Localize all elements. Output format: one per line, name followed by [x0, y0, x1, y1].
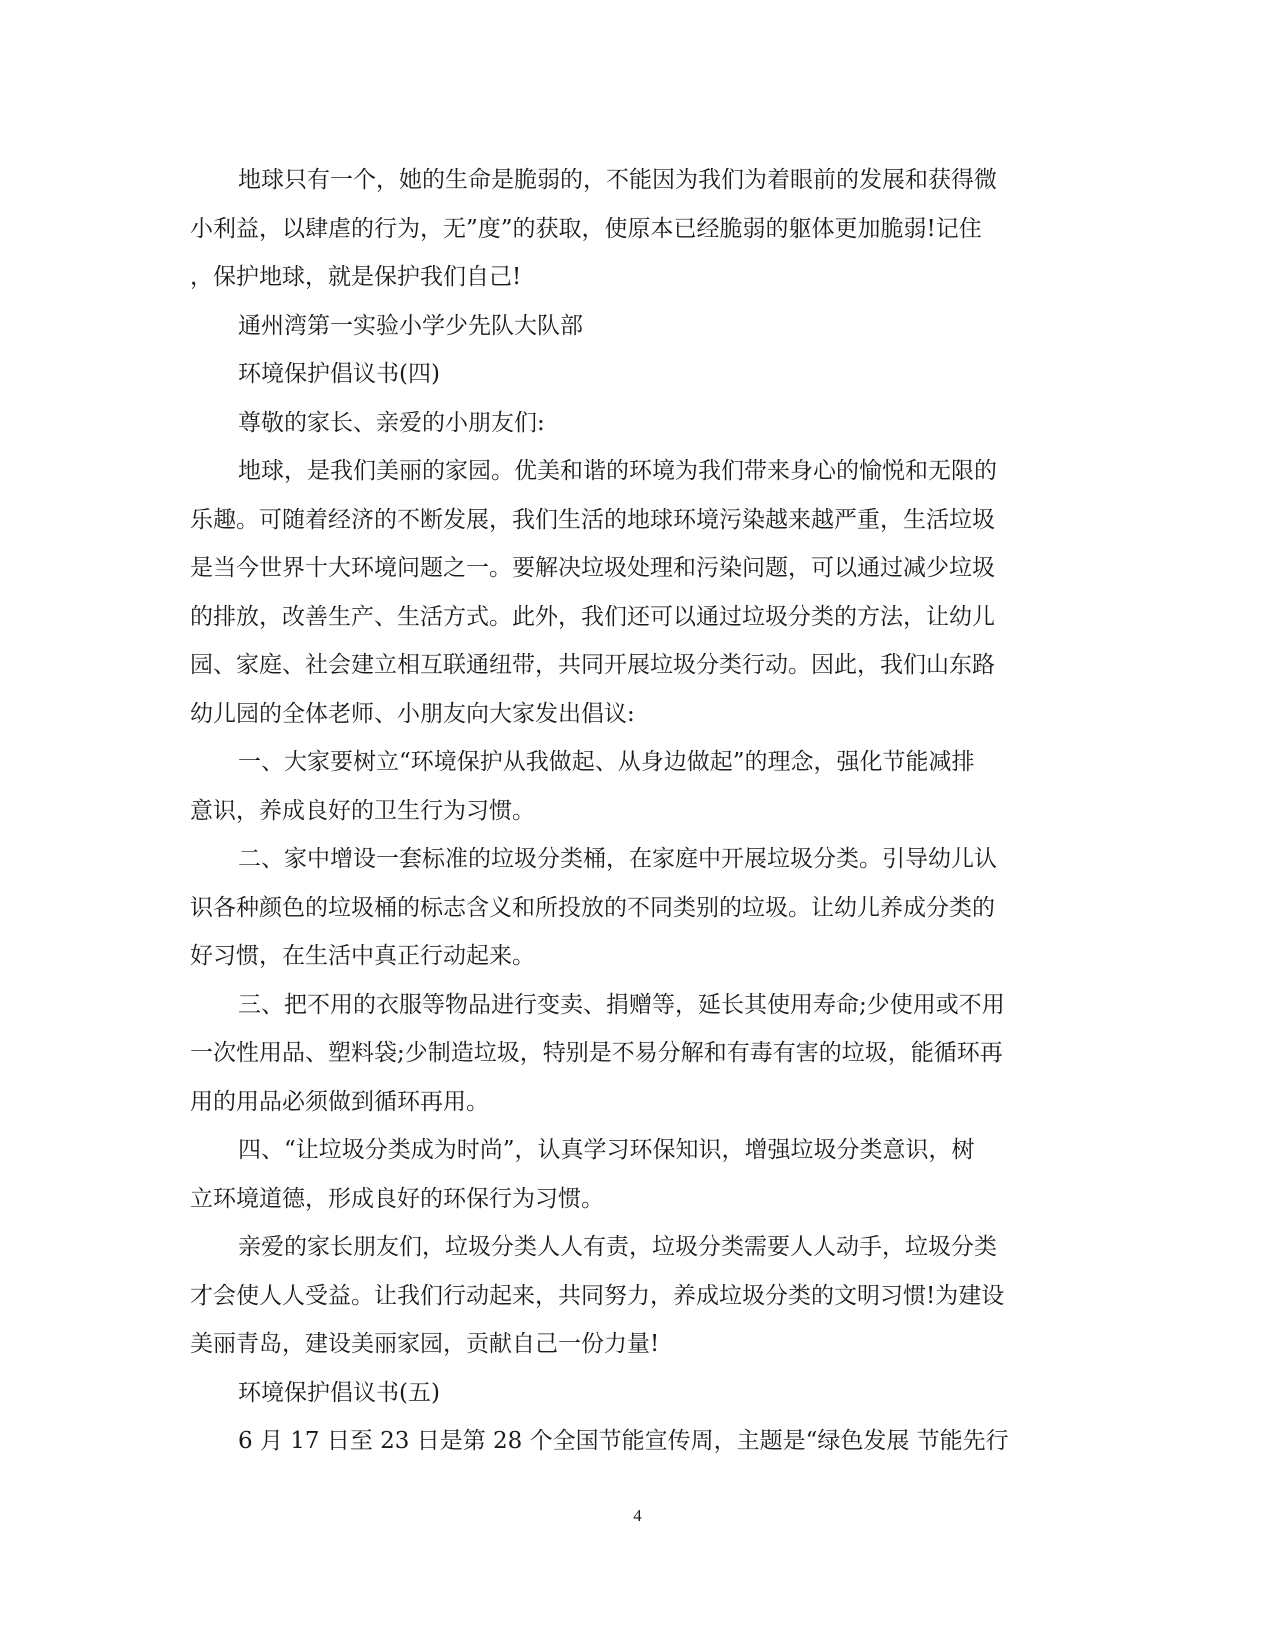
paragraph-item-three	[190, 981, 1080, 1127]
text-line: 的排放，改善生产、生活方式。此外，我们还可以通过垃圾分类的方法，让幼儿	[190, 603, 995, 630]
text-line: 通州湾第一实验小学少先队大队部	[238, 312, 583, 339]
text-line: 是当今世界十大环境问题之一。要解决垃圾处理和污染问题，可以通过减少垃圾	[190, 555, 995, 581]
paragraph-energy-week	[190, 1417, 1080, 1466]
text-line: 二、家中增设一套标准的垃圾分类桶，在家庭中开展垃圾分类。引导幼儿认	[238, 846, 997, 872]
text-line: 用的用品必须做到循环再用。	[190, 1088, 489, 1115]
text-line: 好习惯，在生活中真正行动起来。	[190, 943, 535, 969]
paragraph-item-one	[190, 738, 1080, 835]
page-number: 4	[633, 1506, 642, 1525]
text-line: 识各种颜色的垃圾桶的标志含义和所投放的不同类别的垃圾。让幼儿养成分类的	[190, 894, 995, 921]
paragraph-intro	[190, 447, 1080, 738]
paragraph-item-four	[190, 1126, 1080, 1223]
text-line: 一次性用品、塑料袋;少制造垃圾，特别是不易分解和有毒有害的垃圾，能循环再	[190, 1040, 1003, 1066]
document-body	[190, 156, 1080, 1466]
paragraph-closing	[190, 1223, 1080, 1369]
text-line: 6 月 17 日至 23 日是第 28 个全国节能宣传周，主题是“绿色发展 节能先行	[238, 1428, 1009, 1454]
text-line: 四、“让垃圾分类成为时尚”，认真学习环保知识，增强垃圾分类意识，树	[238, 1137, 975, 1163]
section-heading-four	[190, 350, 1080, 399]
text-line: 才会使人人受益。让我们行动起来，共同努力，养成垃圾分类的文明习惯!为建设	[190, 1282, 1005, 1309]
text-line: 环境保护倡议书(四)	[238, 361, 440, 387]
text-line: 亲爱的家长朋友们，垃圾分类人人有责，垃圾分类需要人人动手，垃圾分类	[238, 1234, 997, 1260]
section-heading-five	[190, 1369, 1080, 1418]
text-line: 地球只有一个，她的生命是脆弱的，不能因为我们为着眼前的发展和获得微	[238, 167, 997, 193]
text-line: ，保护地球，就是保护我们自己!	[190, 264, 522, 290]
text-line: 幼儿园的全体老师、小朋友向大家发出倡议:	[190, 700, 635, 727]
paragraph-item-two	[190, 835, 1080, 981]
text-line: 美丽青岛，建设美丽家园，贡献自己一份力量!	[190, 1331, 660, 1357]
text-line: 地球，是我们美丽的家园。优美和谐的环境为我们带来身心的愉悦和无限的	[238, 458, 997, 484]
text-line: 立环境道德，形成良好的环保行为习惯。	[190, 1185, 604, 1212]
paragraph-signature	[190, 302, 1080, 351]
text-line: 意识，养成良好的卫生行为习惯。	[190, 797, 535, 824]
text-line: 三、把不用的衣服等物品进行变卖、捐赠等，延长其使用寿命;少使用或不用	[238, 991, 1005, 1018]
paragraph-earth-protection	[190, 156, 1080, 302]
text-line: 一、大家要树立“环境保护从我做起、从身边做起”的理念，强化节能减排	[238, 749, 975, 775]
text-line: 尊敬的家长、亲爱的小朋友们:	[238, 409, 545, 436]
text-line: 环境保护倡议书(五)	[238, 1379, 440, 1406]
paragraph-salutation	[190, 399, 1080, 448]
text-line: 小利益，以肆虐的行为，无”度”的获取，使原本已经脆弱的躯体更加脆弱!记住	[190, 215, 982, 242]
text-line: 园、家庭、社会建立相互联通纽带，共同开展垃圾分类行动。因此，我们山东路	[190, 652, 995, 678]
text-line: 乐趣。可随着经济的不断发展，我们生活的地球环境污染越来越严重，生活垃圾	[190, 506, 995, 533]
